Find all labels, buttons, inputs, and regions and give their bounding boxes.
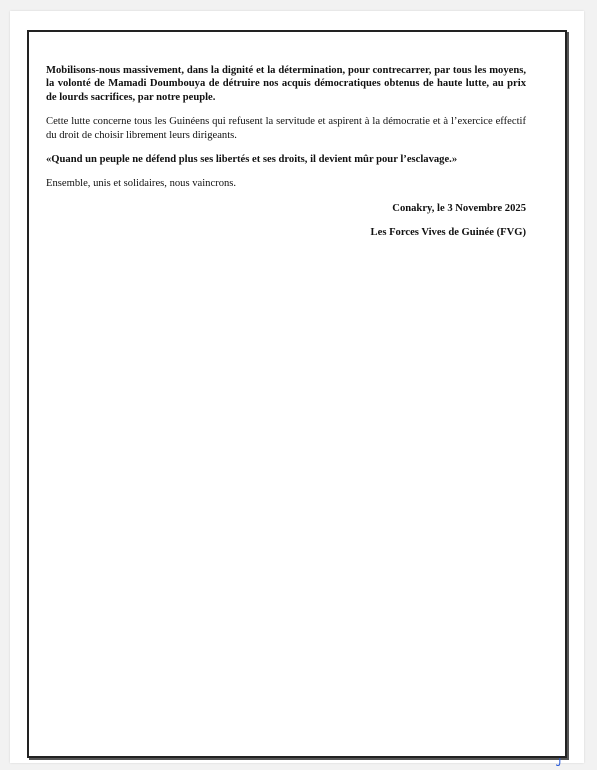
scroll-indicator-icon[interactable]: ᴊ (556, 754, 562, 770)
quote-paragraph: «Quand un peuple ne défend plus ses libertés et ses droits, il devient mûr pour l’esclavage.» (46, 154, 458, 166)
call-to-mobilize-paragraph: Mobilisons-nous massivement, dans la dignité et la détermination, pour contrecarrer, par tous les moyens, la volonté de Mamadi Doumbouya de détruire nos acquis démocratiques obtenus de haute lutte, au prix de lourds sacrifices, par notre peuple. (46, 65, 526, 103)
struggle-paragraph: Cette lutte concerne tous les Guinéens qui refusent la servitude et aspirent à la démocratie et à l’exercice effectif du droit de choisir librement leurs dirigeants. (46, 116, 526, 141)
signature: Les Forces Vives de Guinée (FVG) (370, 227, 526, 239)
document-body (46, 64, 526, 251)
place-date: Conakry, le 3 Novembre 2025 (392, 202, 526, 214)
closing-paragraph: Ensemble, unis et solidaires, nous vaincrons. (46, 178, 237, 190)
